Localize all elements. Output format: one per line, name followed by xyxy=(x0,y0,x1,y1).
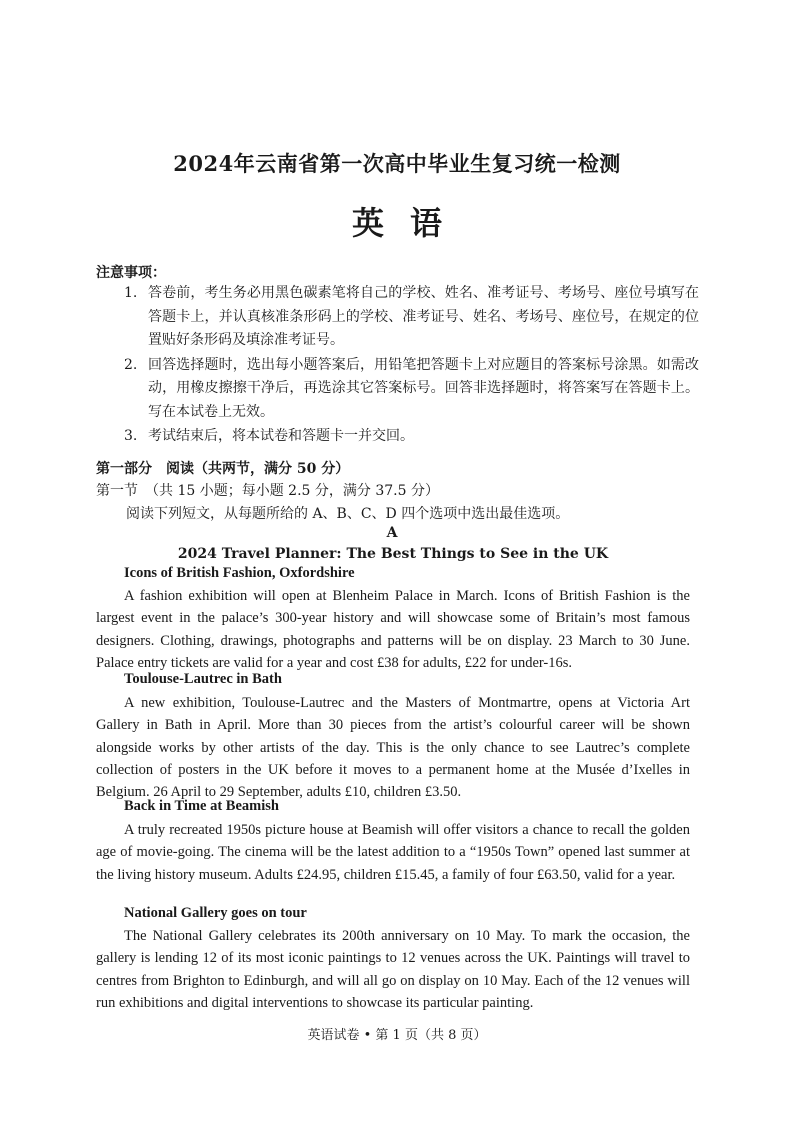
notice-item-number: 3. xyxy=(124,428,138,444)
notice-item xyxy=(124,425,699,449)
article-body xyxy=(96,585,690,674)
article-paragraph: The National Gallery celebrates its 200th anniversary on 10 May. To mark the occasion, the gallery is lending 12 of its most iconic paintings to 12 venues across the UK. Paintings will travel to centres from Brighton to Edinburgh, and will all go on display on 10 May. Each of the 12 venues will run exhibitions and digital interventions to showcase its particular painting. xyxy=(96,928,690,1011)
article-body xyxy=(96,925,690,1014)
subject-title: 英语 xyxy=(351,204,468,242)
passage-label: A xyxy=(386,525,398,541)
page-footer: 英语试卷 • 第 1 页（共 8 页） xyxy=(307,1028,487,1043)
notice-list xyxy=(124,282,699,450)
notice-item xyxy=(124,354,699,425)
passage-title: 2024 Travel Planner: The Best Things to See in the UK xyxy=(177,546,609,562)
notice-item-text: 考试结束后，将本试卷和答题卡一并交回。 xyxy=(148,428,414,444)
article-body xyxy=(96,692,690,803)
notice-item-number: 1. xyxy=(124,285,138,301)
part-heading: 第一部分 阅读（共两节，满分 50 分） xyxy=(96,461,350,477)
article-heading: Back in Time at Beamish xyxy=(124,798,279,814)
article-paragraph: A new exhibition, Toulouse-Lautrec and the Masters of Montmartre, opens at Victoria Art Gallery in Bath in April. More than 30 pieces from the artist’s colourful career will be shown alongside works by other artists of the day. This is the only chance to see Lautrec’s complete collection of posters in the UK before it moves to a permanent home at the Musée d’Ixelles in Belgium. 26 April to 29 September, adults £10, children £3.50. xyxy=(96,695,690,801)
notice-item-text: 回答选择题时，选出每小题答案后，用铅笔把答题卡上对应题目的答案标号涂黑。如需改动，用橡皮擦擦干净后，再选涂其它答案标号。回答非选择题时，将答案写在答题卡上。写在本试卷上无效。 xyxy=(148,356,699,420)
exam-title: 2024年云南省第一次高中毕业生复习统一检测 xyxy=(173,151,621,176)
notice-item-number: 2. xyxy=(124,356,138,373)
article-heading: National Gallery goes on tour xyxy=(124,905,307,921)
notice-heading: 注意事项： xyxy=(96,265,166,281)
notice-item-text: 答卷前，考生务必用黑色碳素笔将自己的学校、姓名、准考证号、考场号、座位号填写在答题卡上，并认真核准条形码上的学校、准考证号、姓名、考场号、座位号，在规定的位置贴好条形码及填涂准考证号。 xyxy=(148,285,699,348)
article-body xyxy=(96,819,690,886)
section-heading: 第一节 （共 15 小题；每小题 2.5 分，满分 37.5 分） xyxy=(96,483,439,499)
article-paragraph: A fashion exhibition will open at Blenheim Palace in March. Icons of British Fashion is the largest event in the palace’s 300-year history and will showcase some of Britain’s most famous designers. Clothing, drawings, photographs and patterns will be on display. 23 March to 30 June. Palace entry tickets are valid for a year and cost £38 for adults, £22 for under-16s. xyxy=(96,588,690,671)
article-paragraph: A truly recreated 1950s picture house at Beamish will offer visitors a chance to recall the golden age of movie-going. The cinema will be the latest addition to a “1950s Town” opened last summer at the living history museum. Adults £24.95, children £15.45, a family of four £63.50, valid for a year. xyxy=(96,822,690,883)
article-heading: Icons of British Fashion, Oxfordshire xyxy=(124,565,355,581)
reading-instruction: 阅读下列短文，从每题所给的 A、B、C、D 四个选项中选出最佳选项。 xyxy=(126,506,570,522)
article-heading: Toulouse-Lautrec in Bath xyxy=(124,671,282,687)
notice-item xyxy=(124,282,699,353)
